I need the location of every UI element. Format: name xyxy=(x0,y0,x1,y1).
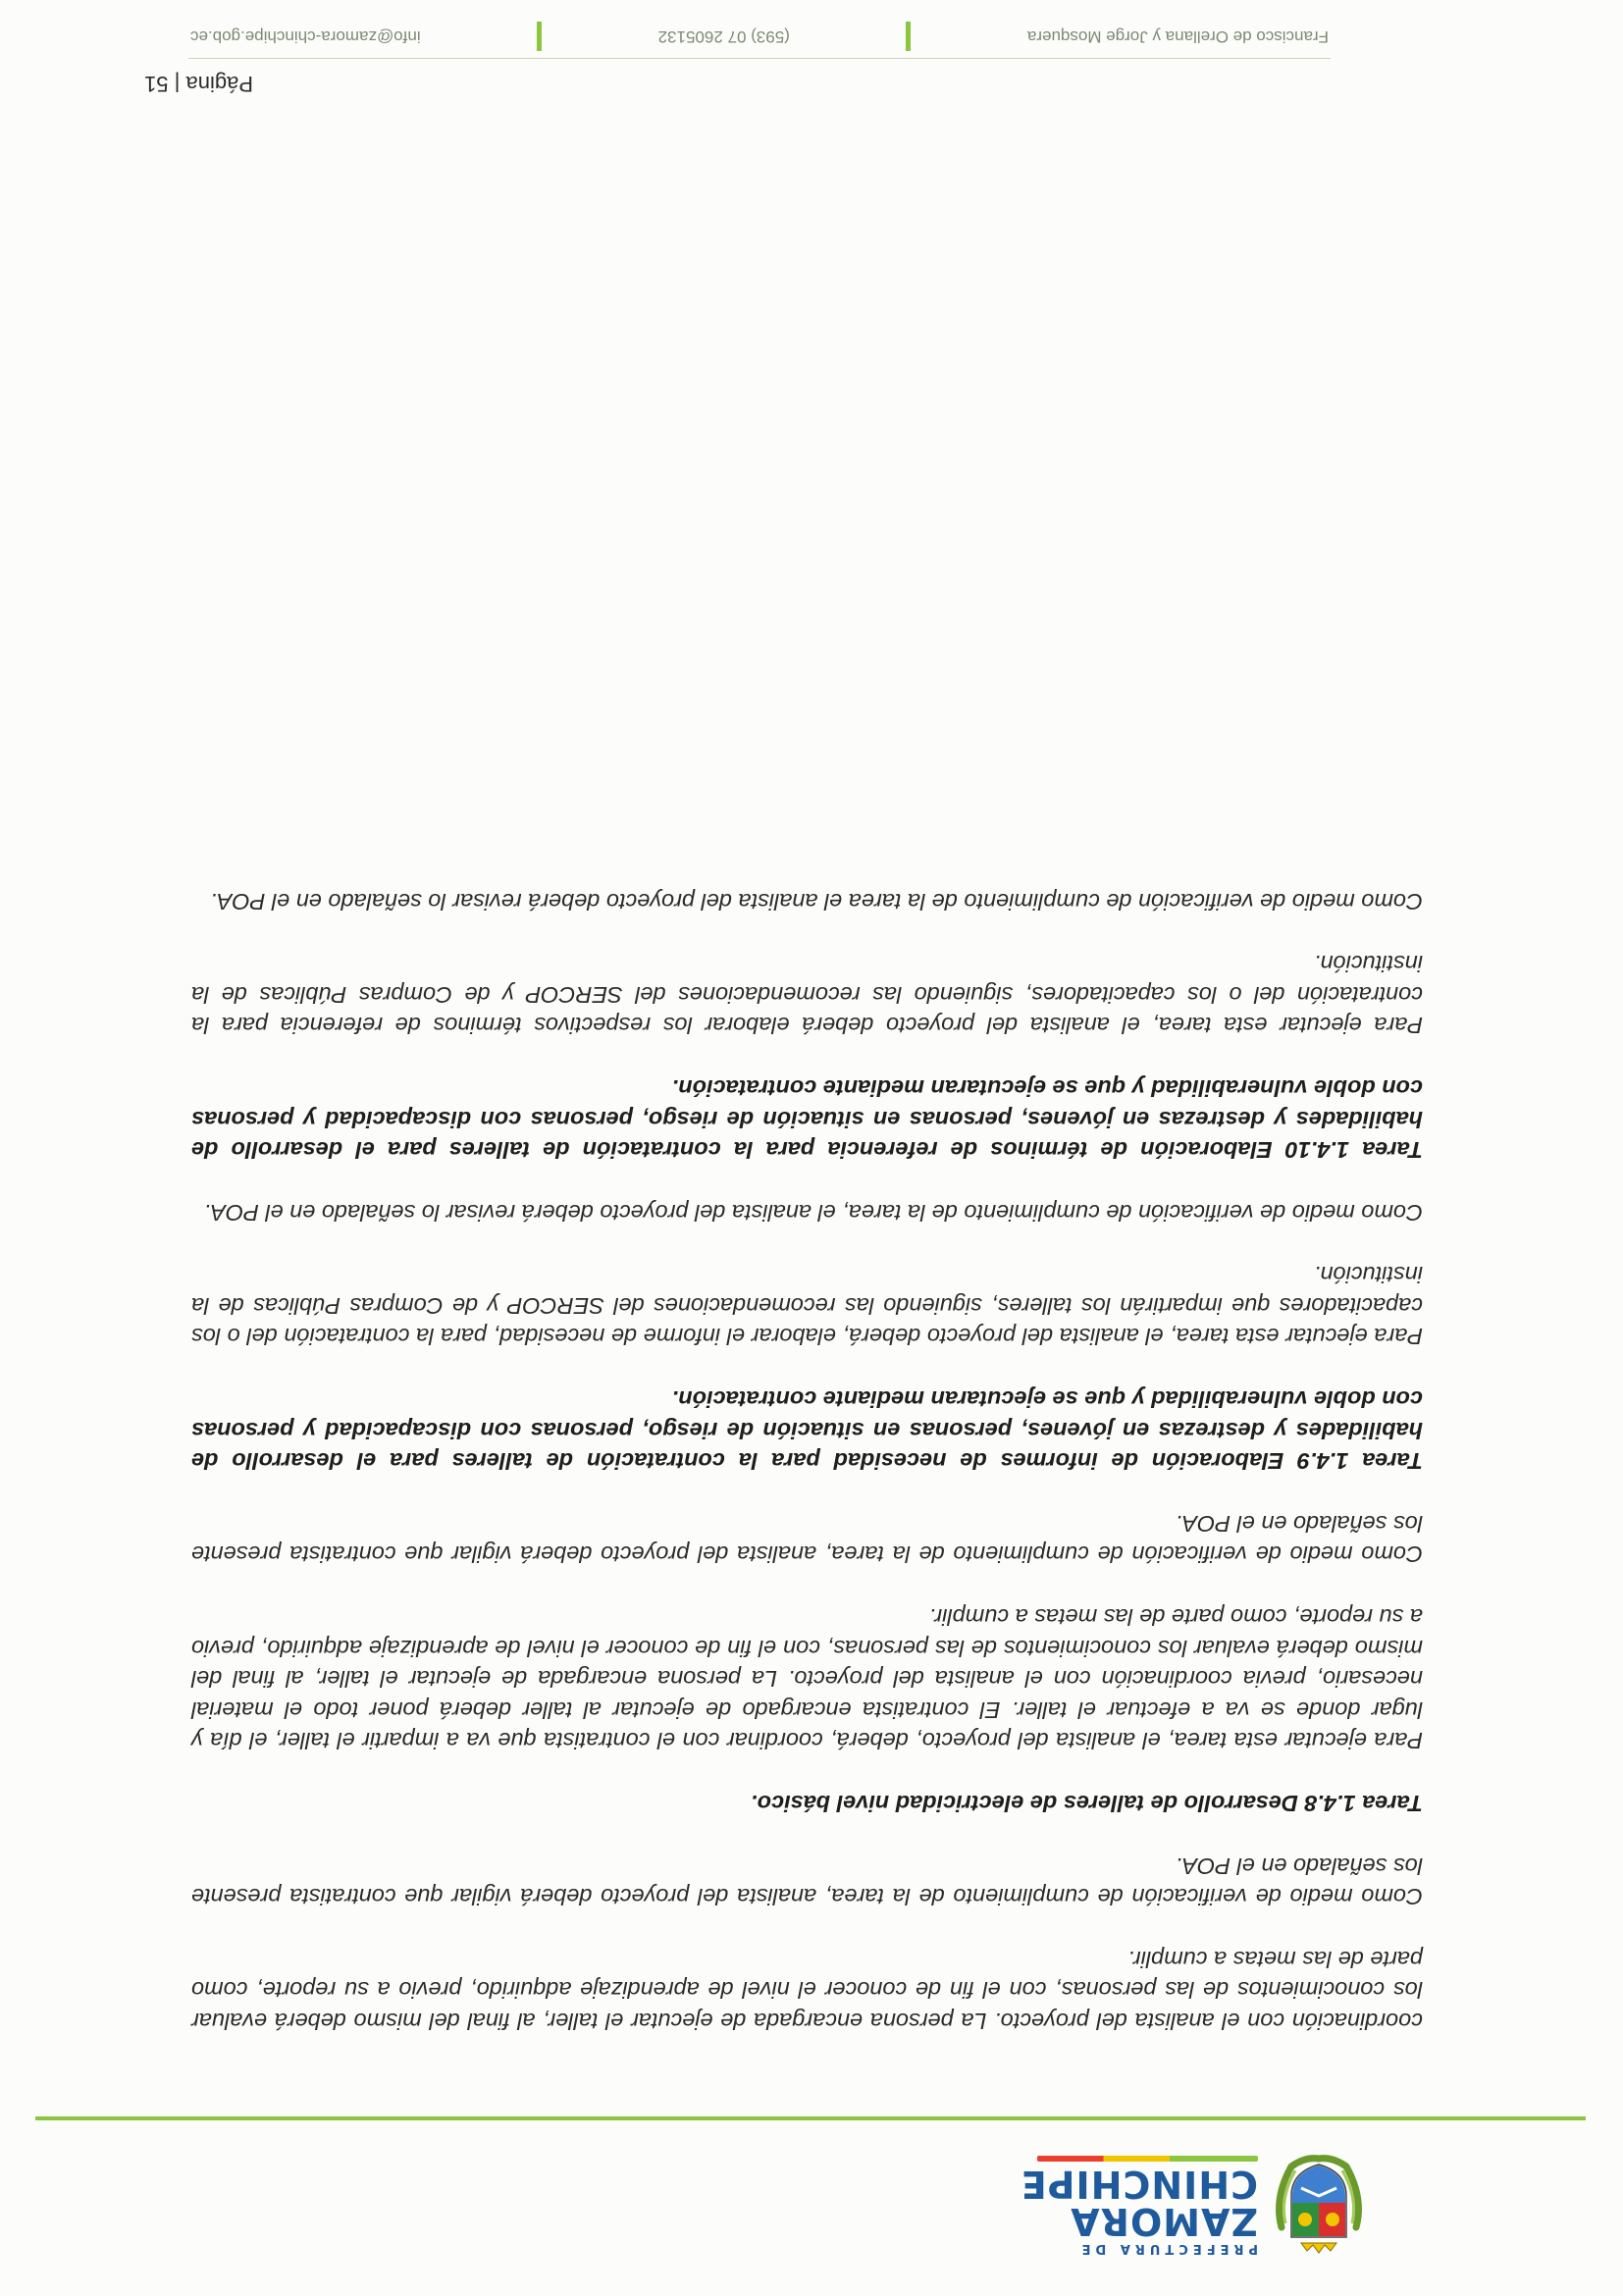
logo-prefix: PREFECTURA DE xyxy=(1076,2241,1258,2257)
paragraph: Para ejecutar esta tarea, el analista del proyecto, deberá, coordinar con el contratista que va a impartir el taller, el día y lugar donde se va a efectuar el taller. El contratista encargado de ejecutar al taller deberá poner todo el material necesario, previa coordinación con el analista del proyecto. La persona encargada de ejecutar el taller, al final del mismo deberá evaluar los conocimientos de las personas, con el fin de conocer el nivel de aprendizaje adquirido, previo a su reporte, como parte de las metas a cumplir. xyxy=(191,1604,1423,1754)
header-divider xyxy=(35,2116,1586,2120)
footer-address: Francisco de Orellana y Jorge Mosquera xyxy=(1026,27,1329,46)
logo-chinchipe: CHINCHIPE xyxy=(1020,2163,1258,2207)
footer-phone: (593) 07 2605132 xyxy=(657,27,790,46)
footer-separator xyxy=(537,22,542,51)
paragraph: Como medio de verificación de cumplimiento de la tarea, analista del proyecto deberá vigilar que contratista presente los señalado en el POA. xyxy=(191,1510,1423,1568)
task-heading: Tarea 1.4.8 Desarrollo de talleres de electricidad nivel básico. xyxy=(751,1791,1423,1817)
footer-contact-line xyxy=(190,22,1329,51)
logo-zamora: ZAMORA xyxy=(1070,2200,1258,2244)
coat-of-arms-icon xyxy=(1272,2155,1366,2257)
page-footer xyxy=(0,0,1623,157)
paragraph: Como medio de verificación de cumplimiento de la tarea, el analista del proyecto deberá revisar lo señalado en el POA. xyxy=(203,1199,1423,1226)
task-heading: Tarea 1.4.10 Elaboración de términos de referencia para la contratación de talleres para el desarrollo de habilidades y destrezas en jóvenes, personas en situación de riesgo, personas con discapacidad y personas con doble vulnerabilidad y que se ejecutaran mediante contratación. xyxy=(191,1074,1423,1164)
paragraph: Para ejecutar esta tarea, el analista del proyecto deberá, elaborar el informe de necesidad, para la contratación del o los capacitadores que impartirán los talleres, siguiendo las recomendaciones del SERCOP y de Compras Públicas de la institución. xyxy=(191,1262,1423,1350)
footer-email: info@zamora-chinchipe.gob.ec xyxy=(190,27,421,46)
paragraph: coordinación con el analista del proyecto. La persona encargada de ejecutar el taller, al final del mismo deberá evaluar los conocimientos de las personas, con el fin de conocer el nivel de aprendizaje adquirido, previo a su reporte, como parte de las metas a cumplir. xyxy=(191,1946,1423,2034)
paragraph: Como medio de verificación de cumplimiento de la tarea, analista del proyecto deberá vigilar que contratista presente los señalado en el POA. xyxy=(191,1852,1423,1910)
document-body xyxy=(191,854,1423,2036)
logo-color-bar xyxy=(1037,2157,1258,2163)
task-heading: Tarea 1.4.9 Elaboración de informes de necesidad para la contratación de talleres para el desarrollo de habilidades y destrezas en jóvenes, personas en situación de riesgo, personas con discapacidad y personas con doble vulnerabilidad y que se ejecutaran mediante contratación. xyxy=(191,1386,1423,1475)
paragraph: Como medio de verificación de cumplimiento de la tarea el analista del proyecto deberá revisar lo señalado en el POA. xyxy=(210,888,1423,914)
footer-divider xyxy=(188,58,1331,59)
page-number: Página | 51 xyxy=(144,72,253,96)
prefectura-logo xyxy=(1021,2155,1366,2257)
footer-separator xyxy=(906,22,911,51)
paragraph: Para ejecutar esta tarea, el analista del proyecto deberá elaborar los respectivos términos de referencia para la contratación del o los capacitadores, siguiendo las recomendaciones del SERCOP y de Compras Públicas de la institución. xyxy=(191,951,1423,1039)
page-header xyxy=(0,2061,1623,2296)
